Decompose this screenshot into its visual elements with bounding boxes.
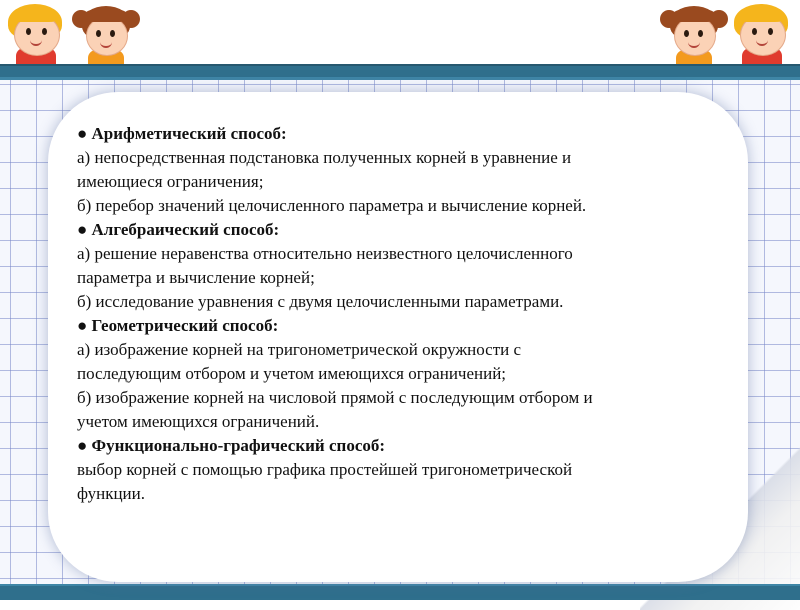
- text-line: учетом имеющихся ограничений.: [77, 412, 320, 431]
- text-line: а) изображение корней на тригонометрической окружности с: [77, 340, 522, 359]
- girl-icon: [70, 0, 140, 66]
- bottom-stripe: [0, 584, 800, 600]
- heading-algebraic: ● Алгебраический способ:: [77, 220, 280, 239]
- text-line: функции.: [77, 484, 145, 503]
- text-line: а) решение неравенства относительно неизвестного целочисленного: [77, 244, 573, 263]
- slide-text: [77, 122, 717, 506]
- text-line: параметра и вычисление корней;: [77, 268, 315, 287]
- text-line: б) перебор значений целочисленного параметра и вычисление корней.: [77, 196, 587, 215]
- text-line: б) изображение корней на числовой прямой с последующим отбором и: [77, 388, 593, 407]
- boy-icon: [2, 0, 72, 66]
- heading-geometric: ● Геометрический способ:: [77, 316, 279, 335]
- girl-icon: [658, 0, 728, 66]
- top-banner: [0, 0, 800, 64]
- boy-icon: [728, 0, 798, 66]
- text-line: б) исследование уравнения с двумя целочисленными параметрами.: [77, 292, 564, 311]
- text-line: а) непосредственная подстановка полученных корней в уравнение и: [77, 148, 572, 167]
- top-stripe: [0, 64, 800, 80]
- text-line: имеющиеся ограничения;: [77, 172, 264, 191]
- text-line: последующим отбором и учетом имеющихся ограничений;: [77, 364, 507, 383]
- text-line: выбор корней с помощью графика простейшей тригонометрической: [77, 460, 573, 479]
- heading-arithmetic: ● Арифметический способ:: [77, 124, 287, 143]
- heading-functional-graphic: ● Функционально-графический способ:: [77, 436, 386, 455]
